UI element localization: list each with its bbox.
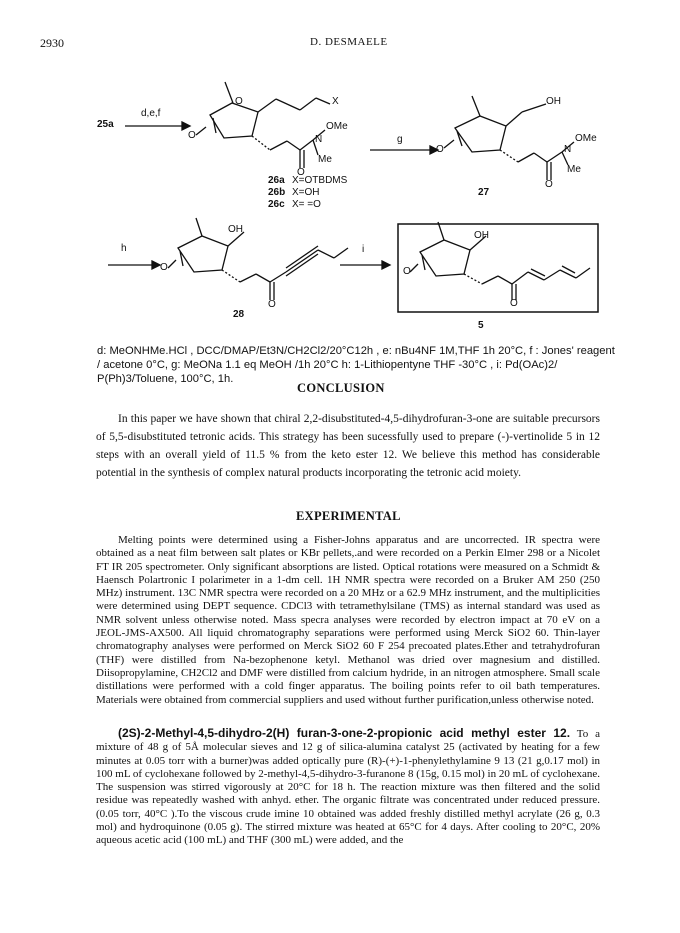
group-x: X (332, 96, 339, 107)
compound-text: To a mixture of 48 g of 5Å molecular sieves and 12 g of silica-alumina catalyst 25 (activated by heating for a few minutes at 0.05 torr with a burner)was added optically pure (R)-(+)-1-phenylethylamine 9 13 (21 g,0.17 mol) in 100 mL of cyclohexane followed by 2-methyl-4,5-dihydro-3-furanone 8 (15g, 0.15 mol) in 20 mL of cyclohexane. The suspension was stirred vigorously at 20°C for 18 h. The reaction mixture was then filtered and the solid residue was repeatedly washed with anhyd. ether. The organic filtrate was concentrated under reduced pressure.(0.05 torr, 40°C ).To the viscous crude imine 10 obtained was added freshly distilled methyl acrylate (26 g, 0.3 mol) and hydroquinone (0.05 g). The stirred mixture was heated at 65°C for 4 days. After cooling to 20°C, 20% aqueous acetic acid (100 mL) and THF (300 mL) were added, and the (96, 728, 600, 847)
group-oh-27: OH (546, 96, 561, 107)
label-26b: 26b (268, 187, 286, 198)
reagent-i: i (362, 244, 365, 255)
label-5: 5 (478, 320, 484, 331)
experimental-heading: EXPERIMENTAL (296, 509, 401, 523)
reagent-g: g (397, 134, 403, 145)
label-27: 27 (478, 187, 490, 198)
conclusion-paragraph: In this paper we have shown that chiral 2,2-disubstituted-4,5-dihydrofuran-3-one are suitable precursors of 5,5-disubstituted tetronic acids. This strategy has been sucessfully used to prepare (-)-vertinolide 5 in 12 steps with an overall yield of 11.5 % from the keto ester 12. We believe this method has considerable potential in the synthesis of complex natural products incorporating the tetronic acid moiety. (96, 413, 600, 479)
arrow-4-head (382, 261, 390, 269)
running-header-author: D. DESMAELE (310, 36, 388, 48)
molecule-26-structure (196, 82, 330, 168)
molecule-28-structure (168, 218, 348, 300)
group-oh-28: OH (228, 224, 243, 235)
group-ome-26: OMe (326, 121, 348, 132)
atom-n-26: N (315, 134, 323, 145)
group-me-27: Me (567, 164, 581, 175)
molecule-27-structure (444, 96, 574, 180)
arrow-1-head (182, 122, 190, 130)
atom-o-28-carbonyl: O (268, 299, 276, 310)
molecule-5-structure (410, 222, 590, 300)
label-26c: 26c (268, 199, 285, 210)
atom-o-28-ring: O (160, 262, 168, 273)
page-number: 2930 (40, 36, 64, 50)
product-5-box (398, 224, 598, 312)
compound-procedure (96, 727, 600, 848)
group-oh-5: OH (474, 230, 489, 241)
group-ome-27: OMe (575, 133, 597, 144)
atom-o-5-ring: O (403, 266, 411, 277)
label-25a: 25a (97, 119, 114, 130)
compound-title: (2S)-2-Methyl-4,5-dihydro-2(H) furan-3-one-2-propionic acid methyl ester 12. (118, 726, 571, 740)
atom-o-26: O (235, 96, 243, 107)
atom-o-27-ring: O (436, 144, 444, 155)
arrow-3-head (152, 261, 160, 269)
def-26c: X= =O (292, 199, 321, 210)
atom-o-26-ring: O (188, 130, 196, 141)
reagents-def: d,e,f (141, 108, 161, 119)
label-28: 28 (233, 309, 245, 320)
def-26b: X=OH (292, 187, 320, 198)
atom-n-27: N (564, 144, 572, 155)
def-26a: X=OTBDMS (292, 175, 348, 186)
atom-o-5-carbonyl: O (510, 298, 518, 309)
label-26a: 26a (268, 175, 285, 186)
group-me-26: Me (318, 154, 332, 165)
atom-o-26-carbonyl: O (297, 167, 305, 178)
atom-o-27-carbonyl: O (545, 179, 553, 190)
experimental-paragraph: Melting points were determined using a Fisher-Johns apparatus and are uncorrected. IR spectra were obtained as a neat film between salt plates or KBr pellets,.and were recorded on a Perkin Elmer 298 or a Nicolet FT IR 205 spectrometer. Only significant absorptions are listed. Optical rotations were measured on a Schmidt & Haensch Polartronic I polarimeter in a 1-dm cell. 1H NMR spectra were recorded on a Bruker AM 250 (250 MHz) instrument. 13C NMR spectra were recorded on a 20 MHz or a 62.9 MHz instrument, and the multiplicities were determined using DEPT sequence. CDCl3 with tetramethylsilane (TMS) as internal standard was used as NMR solvent unless otherwise noted. Mass specra analyses were recorded by electron impact at 70 eV on a JEOL-JMS-AX500. All liquid chromatography separations were performed using Merck SiO2 60. Thin-layer chromatography analyses were performed on Merck SiO2 60 F 254 precoated plates.Ether and tetrahydrofuran (THF) were distilled from Na-bezophenone ketyl. Methanol was dried over magnesium and distilled. Diisopropylamine, CH2Cl2 and DMF were distilled from calcium hydride, in an nitrogen atmosphere. Small scale distillations were performed with a cold finger apparatus. The boiling points refer to oil bath temperatures. Materials were obtained from commercial suppliers and used without further purification,unless otherwise noted. (96, 534, 600, 706)
conclusion-heading: CONCLUSION (297, 381, 385, 395)
reagent-h: h (121, 243, 127, 254)
reaction-conditions: d: MeONHMe.HCl , DCC/DMAP/Et3N/CH2Cl2/20°C12h , e: nBu4NF 1M,THF 1h 20°C, f : Jones' reagent / acetone 0°C, g: MeONa 1.1 eq MeOH /1h 20°C h: 1-Lithiopentyne THF -30°C , i: Pd(OAc)2/ P(Ph)3/Toluene, 100°C, 1h. (97, 345, 615, 385)
